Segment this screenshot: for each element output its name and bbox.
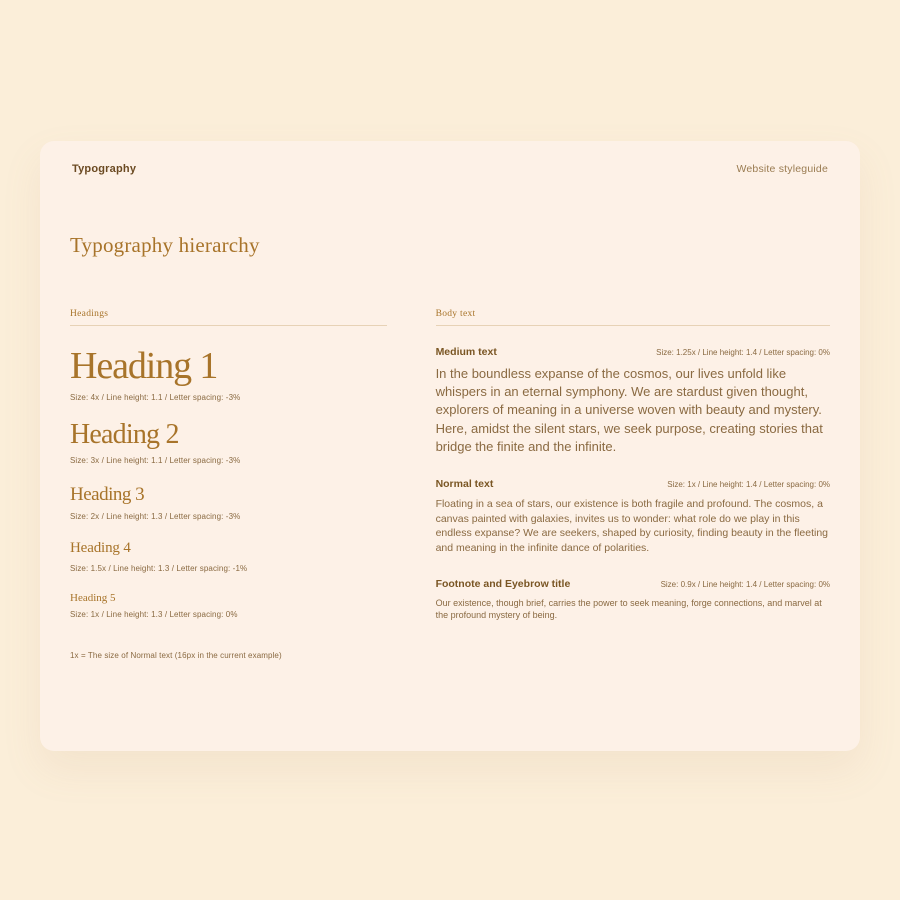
heading-5-meta: Size: 1x / Line height: 1.3 / Letter spacing: 0% (70, 610, 238, 620)
styleguide-label: Website styleguide (736, 163, 828, 175)
column-spacer (387, 309, 435, 660)
heading-2-sample: Heading 2 (70, 418, 179, 450)
body-normal-meta: Size: 1x / Line height: 1.4 / Letter spacing: 0% (667, 479, 830, 489)
columns-container (40, 309, 860, 660)
heading-sample-5 (70, 591, 387, 619)
body-normal-text: Floating in a sea of stars, our existence is both fragile and profound. The cosmos, a canvas painted with galaxies, invites us to wonder: what role do we play in this endless expanse? We are seekers, shaped by curiosity, finding beauty in the fleeting and meaning in the infinite dance of polarities. (435, 497, 828, 554)
body-footnote-meta: Size: 0.9x / Line height: 1.4 / Letter spacing: 0% (660, 579, 830, 589)
styleguide-card (40, 141, 860, 751)
body-medium-text: In the boundless expanse of the cosmos, our lives unfold like whispers in an eternal symphony. We are stardust given thought, explorers of meaning in a universe woven with beauty and mystery. Here, amidst the silent stars, we seek purpose, creating stories that bridge the finite and the infinite. (435, 366, 823, 454)
heading-2-meta: Size: 3x / Line height: 1.1 / Letter spacing: -3% (70, 455, 241, 465)
body-sample-medium (436, 346, 830, 456)
page-title: Typography hierarchy (70, 233, 260, 257)
brand-label: Typography (72, 163, 137, 175)
heading-sample-3 (70, 483, 387, 522)
body-sample-footnote (436, 578, 830, 622)
heading-sample-1 (70, 346, 387, 402)
body-normal-header (436, 478, 830, 490)
body-footnote-header (436, 578, 830, 590)
heading-sample-4 (70, 539, 387, 573)
body-medium-meta: Size: 1.25x / Line height: 1.4 / Letter spacing: 0% (656, 348, 830, 357)
scale-note: 1x = The size of Normal text (16px in the current example) (70, 651, 282, 661)
body-text-column (436, 309, 830, 660)
body-medium-label: Medium text (435, 346, 497, 358)
headings-column (70, 309, 387, 660)
heading-sample-2 (70, 420, 387, 465)
heading-4-meta: Size: 1.5x / Line height: 1.3 / Letter spacing: -1% (70, 563, 248, 573)
body-medium-header (436, 346, 830, 358)
heading-1-sample: Heading 1 (70, 345, 218, 387)
headings-section-label: Headings (70, 309, 387, 326)
heading-5-sample: Heading 5 (70, 591, 116, 604)
body-sample-normal (436, 478, 830, 556)
heading-3-sample: Heading 3 (70, 483, 145, 505)
heading-1-meta: Size: 4x / Line height: 1.1 / Letter spacing: -3% (70, 392, 241, 402)
body-footnote-text: Our existence, though brief, carries the power to seek meaning, forge connections, and marvel at the profound mystery of being. (435, 597, 822, 621)
body-footnote-label: Footnote and Eyebrow title (435, 577, 571, 590)
body-section-label: Body text (436, 309, 830, 326)
heading-4-sample: Heading 4 (70, 540, 131, 557)
heading-3-meta: Size: 2x / Line height: 1.3 / Letter spacing: -3% (70, 512, 241, 522)
card-header (40, 141, 860, 175)
body-normal-label: Normal text (435, 477, 494, 490)
